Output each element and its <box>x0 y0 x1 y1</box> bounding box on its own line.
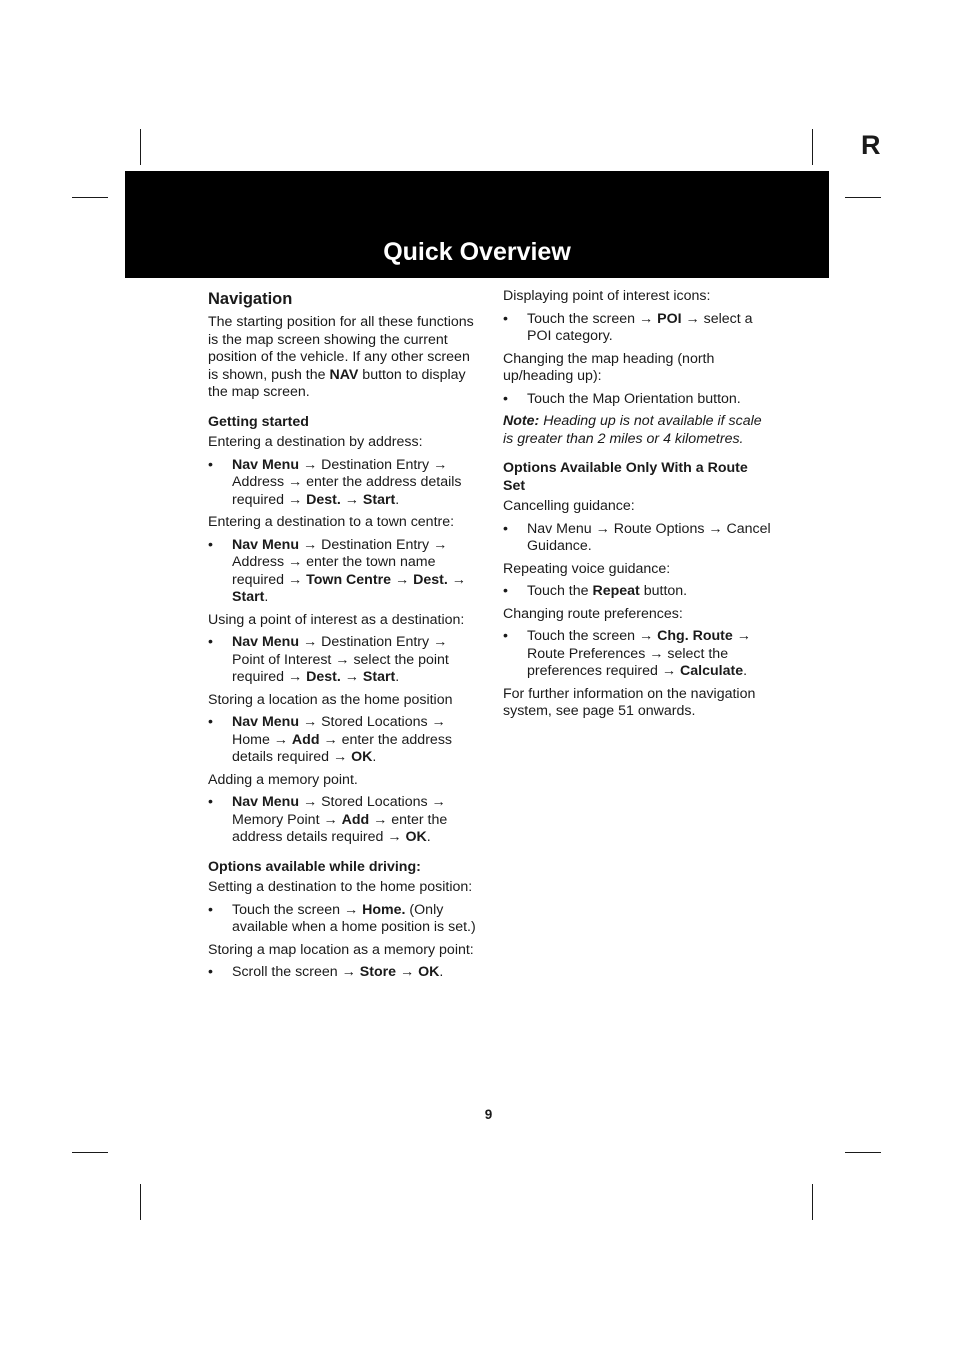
step-bullet: • Touch the screen → Chg. Route → Route Preferences → select the preferences required → Calculate. <box>503 628 773 681</box>
further-info: For further information on the navigation system, see page 51 onwards. <box>503 685 756 719</box>
step-lead: Displaying point of interest icons: <box>503 288 711 304</box>
step-lead: Cancelling guidance: <box>503 498 635 514</box>
left-column <box>208 288 478 987</box>
subheading-getting-started: Getting started <box>208 413 309 430</box>
crop-mark <box>845 1152 881 1153</box>
section-edge-letter: R <box>861 130 881 160</box>
step-lead: Repeating voice guidance: <box>503 560 671 577</box>
crop-mark <box>845 197 881 198</box>
step-lead: Changing route preferences: <box>503 605 683 622</box>
step-lead: Changing the map heading (north up/heading up): <box>503 350 715 384</box>
step-lead: Storing a location as the home position <box>208 691 453 708</box>
step-lead: Using a point of interest as a destination: <box>208 611 465 628</box>
step-bullet: • Nav Menu → Stored Locations → Memory Point → Add → enter the address details required → OK. <box>208 794 478 847</box>
step-bullet: • Nav Menu → Destination Entry → Point of Interest → select the point required → Dest. → Start. <box>208 634 478 687</box>
crop-mark <box>812 1184 813 1220</box>
note-label: Note: <box>503 413 540 429</box>
step-bullet: • Scroll the screen → Store → OK. <box>208 964 478 982</box>
step-lead: Storing a map location as a memory point: <box>208 941 474 958</box>
step-lead: Adding a memory point. <box>208 771 358 788</box>
step-bullet: • Nav Menu → Route Options → Cancel Guidance. <box>503 521 773 556</box>
header-band <box>125 171 829 278</box>
step-bullet: • Touch the screen → POI → select a POI category. <box>503 311 773 346</box>
crop-mark <box>812 129 813 165</box>
page-number: 9 <box>484 1107 493 1122</box>
step-lead: Setting a destination to the home position: <box>208 879 473 895</box>
step-bullet: • Nav Menu → Destination Entry → Address → enter the address details required → Dest. → Start. <box>208 457 478 510</box>
crop-mark <box>72 197 108 198</box>
step-lead: Entering a destination by address: <box>208 434 423 450</box>
step-bullet: • Nav Menu → Stored Locations → Home → Add → enter the address details required → OK. <box>208 714 478 767</box>
intro-paragraph: The starting position for all these functions is the map screen showing the current position of the vehicle. If any other screen is shown, push the NAV button to display the map screen. <box>208 314 474 400</box>
note: Note: Heading up is not available if scale is greater than 2 miles or 4 kilometres. <box>503 413 762 447</box>
subheading-while-driving: Options available while driving: <box>208 858 421 875</box>
right-column <box>503 288 773 726</box>
step-bullet: • Touch the screen → Home. (Only available when a home position is set.) <box>208 902 478 937</box>
step-lead: Entering a destination to a town centre: <box>208 514 455 530</box>
step-bullet: • Touch the Map Orientation button. <box>503 391 773 409</box>
crop-mark <box>140 1184 141 1220</box>
crop-mark <box>72 1152 108 1153</box>
section-heading: Navigation <box>208 290 293 308</box>
step-bullet: • Touch the Repeat button. <box>503 583 773 601</box>
crop-mark <box>140 129 141 165</box>
subheading-route-options: Options Available Only With a Route Set <box>503 460 748 494</box>
page-title: Quick Overview <box>383 238 571 266</box>
step-bullet: • Nav Menu → Destination Entry → Address → enter the town name required → Town Centre → Dest. → Start. <box>208 537 478 607</box>
